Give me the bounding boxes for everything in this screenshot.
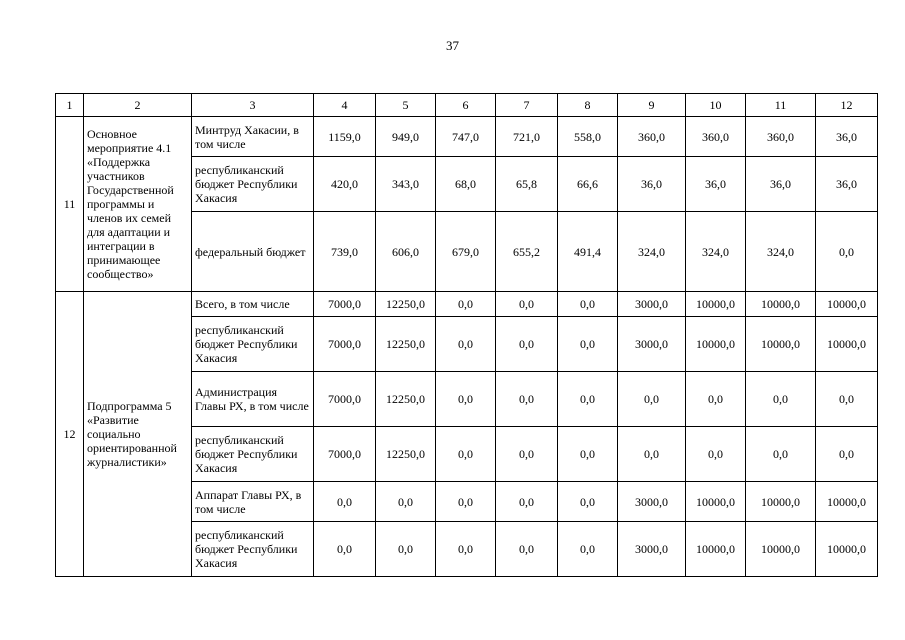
amount-cell: 606,0: [376, 212, 436, 292]
amount-cell: 10000,0: [686, 482, 746, 522]
column-header: 2: [84, 94, 192, 117]
column-header: 3: [192, 94, 314, 117]
amount-cell: 1159,0: [314, 117, 376, 157]
amount-cell: 747,0: [436, 117, 496, 157]
amount-cell: 0,0: [314, 482, 376, 522]
column-header: 1: [56, 94, 84, 117]
amount-cell: 10000,0: [816, 292, 878, 317]
amount-cell: 10000,0: [746, 522, 816, 577]
amount-cell: 0,0: [376, 522, 436, 577]
amount-cell: 12250,0: [376, 317, 436, 372]
table-row: [56, 117, 878, 157]
amount-cell: 0,0: [816, 427, 878, 482]
amount-cell: 655,2: [496, 212, 558, 292]
amount-cell: 10000,0: [746, 292, 816, 317]
amount-cell: 7000,0: [314, 372, 376, 427]
column-header: 12: [816, 94, 878, 117]
row-number: 11: [56, 117, 84, 292]
amount-cell: 360,0: [686, 117, 746, 157]
amount-cell: 0,0: [558, 372, 618, 427]
amount-cell: 3000,0: [618, 522, 686, 577]
amount-cell: 0,0: [436, 427, 496, 482]
amount-cell: 12250,0: [376, 427, 436, 482]
column-header: 6: [436, 94, 496, 117]
amount-cell: 0,0: [496, 427, 558, 482]
amount-cell: 10000,0: [686, 522, 746, 577]
amount-cell: 0,0: [558, 292, 618, 317]
amount-cell: 420,0: [314, 157, 376, 212]
amount-cell: 0,0: [436, 522, 496, 577]
column-header: 10: [686, 94, 746, 117]
column-header: 4: [314, 94, 376, 117]
amount-cell: 0,0: [746, 372, 816, 427]
amount-cell: 0,0: [436, 317, 496, 372]
amount-cell: 343,0: [376, 157, 436, 212]
activity-name: Подпрограмма 5 «Развитие социально ориентированной журналистики»: [84, 292, 192, 577]
amount-cell: 0,0: [686, 372, 746, 427]
amount-cell: 66,6: [558, 157, 618, 212]
amount-cell: 0,0: [496, 482, 558, 522]
amount-cell: 0,0: [496, 292, 558, 317]
amount-cell: 0,0: [686, 427, 746, 482]
amount-cell: 12250,0: [376, 292, 436, 317]
column-header: 5: [376, 94, 436, 117]
amount-cell: 36,0: [746, 157, 816, 212]
amount-cell: 0,0: [496, 522, 558, 577]
amount-cell: 324,0: [746, 212, 816, 292]
funding-source: республиканский бюджет Республики Хакасия: [192, 157, 314, 212]
amount-cell: 12250,0: [376, 372, 436, 427]
amount-cell: 0,0: [436, 482, 496, 522]
funding-source: Всего, в том числе: [192, 292, 314, 317]
amount-cell: 0,0: [436, 292, 496, 317]
funding-source: Аппарат Главы РХ, в том числе: [192, 482, 314, 522]
amount-cell: 10000,0: [686, 317, 746, 372]
amount-cell: 36,0: [618, 157, 686, 212]
amount-cell: 7000,0: [314, 427, 376, 482]
amount-cell: 0,0: [496, 372, 558, 427]
budget-table: [55, 93, 878, 577]
amount-cell: 721,0: [496, 117, 558, 157]
amount-cell: 10000,0: [816, 482, 878, 522]
column-header: 7: [496, 94, 558, 117]
amount-cell: 10000,0: [686, 292, 746, 317]
amount-cell: 558,0: [558, 117, 618, 157]
funding-source: федеральный бюджет: [192, 212, 314, 292]
amount-cell: 949,0: [376, 117, 436, 157]
amount-cell: 7000,0: [314, 317, 376, 372]
amount-cell: 0,0: [558, 482, 618, 522]
funding-source: республиканский бюджет Республики Хакасия: [192, 317, 314, 372]
amount-cell: 10000,0: [816, 522, 878, 577]
amount-cell: 739,0: [314, 212, 376, 292]
funding-source: республиканский бюджет Республики Хакасия: [192, 427, 314, 482]
amount-cell: 0,0: [816, 212, 878, 292]
amount-cell: 36,0: [816, 157, 878, 212]
amount-cell: 324,0: [686, 212, 746, 292]
row-number: 12: [56, 292, 84, 577]
funding-source: республиканский бюджет Республики Хакасия: [192, 522, 314, 577]
amount-cell: 0,0: [618, 427, 686, 482]
amount-cell: 10000,0: [746, 482, 816, 522]
amount-cell: 3000,0: [618, 482, 686, 522]
amount-cell: 491,4: [558, 212, 618, 292]
amount-cell: 360,0: [746, 117, 816, 157]
amount-cell: 0,0: [618, 372, 686, 427]
amount-cell: 3000,0: [618, 292, 686, 317]
activity-name: Основное мероприятие 4.1 «Поддержка участников Государственной программы и членов их семей для адаптации и интеграции в принимающее сообщество»: [84, 117, 192, 292]
amount-cell: 36,0: [816, 117, 878, 157]
amount-cell: 10000,0: [746, 317, 816, 372]
amount-cell: 0,0: [558, 522, 618, 577]
amount-cell: 36,0: [686, 157, 746, 212]
column-header: 9: [618, 94, 686, 117]
funding-source: Минтруд Хакасии, в том числе: [192, 117, 314, 157]
amount-cell: 679,0: [436, 212, 496, 292]
amount-cell: 68,0: [436, 157, 496, 212]
amount-cell: 0,0: [314, 522, 376, 577]
amount-cell: 0,0: [816, 372, 878, 427]
page-number: 37: [446, 38, 459, 53]
amount-cell: 0,0: [376, 482, 436, 522]
amount-cell: 0,0: [746, 427, 816, 482]
amount-cell: 324,0: [618, 212, 686, 292]
column-header: 11: [746, 94, 816, 117]
amount-cell: 3000,0: [618, 317, 686, 372]
amount-cell: 7000,0: [314, 292, 376, 317]
amount-cell: 0,0: [558, 427, 618, 482]
header-row: [56, 94, 878, 117]
amount-cell: 65,8: [496, 157, 558, 212]
table-row: [56, 292, 878, 317]
amount-cell: 10000,0: [816, 317, 878, 372]
funding-source: Администрация Главы РХ, в том числе: [192, 372, 314, 427]
amount-cell: 360,0: [618, 117, 686, 157]
column-header: 8: [558, 94, 618, 117]
amount-cell: 0,0: [436, 372, 496, 427]
amount-cell: 0,0: [558, 317, 618, 372]
amount-cell: 0,0: [496, 317, 558, 372]
